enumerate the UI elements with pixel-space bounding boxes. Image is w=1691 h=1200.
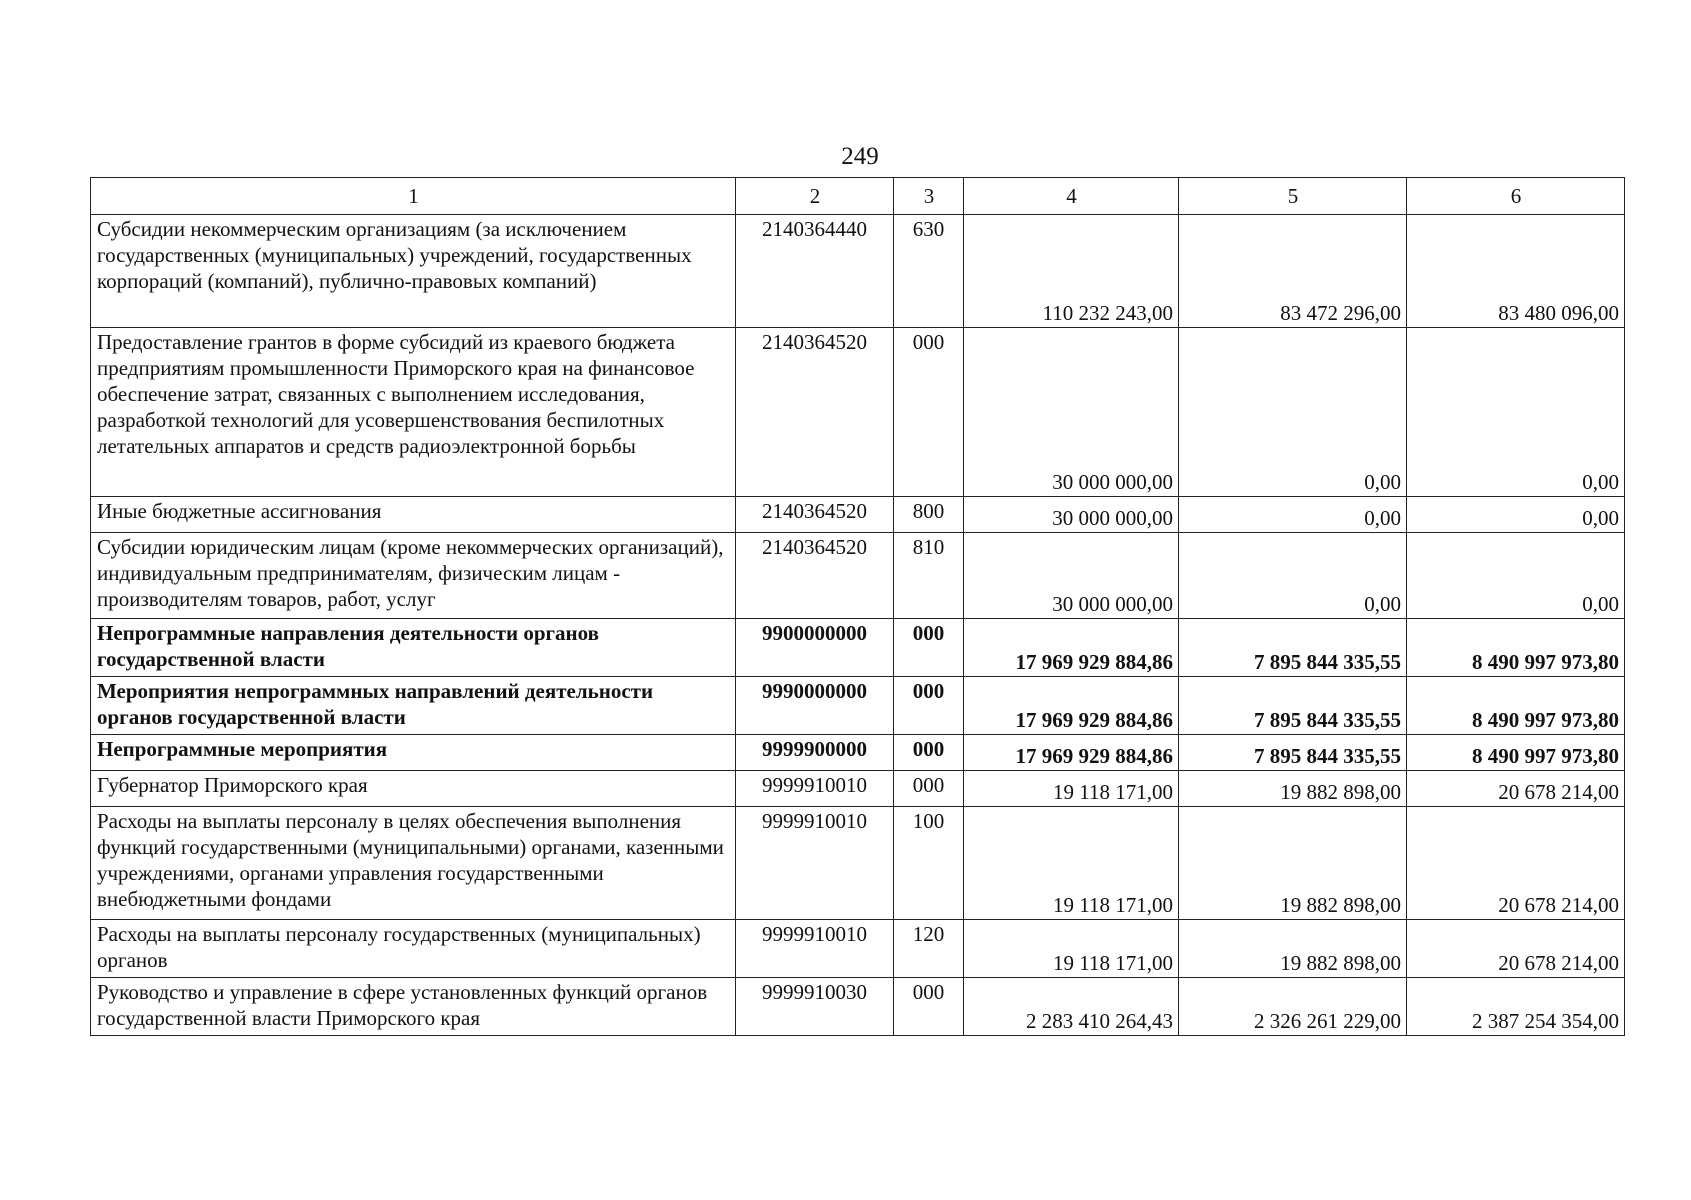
row-code: 2140364520 — [736, 328, 894, 497]
row-code: 2140364440 — [736, 215, 894, 328]
row-expense-type: 000 — [894, 735, 964, 771]
budget-table — [90, 177, 1625, 1036]
row-name: Иные бюджетные ассигнования — [91, 497, 736, 533]
row-value-col6: 20 678 214,00 — [1407, 920, 1625, 978]
row-value-col5: 19 882 898,00 — [1179, 771, 1407, 807]
row-value-col5: 83 472 296,00 — [1179, 215, 1407, 328]
row-expense-type: 810 — [894, 533, 964, 619]
row-value-col6: 20 678 214,00 — [1407, 807, 1625, 920]
row-value-col4: 19 118 171,00 — [964, 807, 1179, 920]
row-name: Расходы на выплаты персоналу в целях обеспечения выполнения функций государственными (муниципальными) органами, казенными учреждениями, органами управления государственными внебюджетными фондами — [91, 807, 736, 920]
row-value-col6: 20 678 214,00 — [1407, 771, 1625, 807]
table-row — [91, 497, 1625, 533]
row-value-col4: 110 232 243,00 — [964, 215, 1179, 328]
row-name: Мероприятия непрограммных направлений деятельности органов государственной власти — [91, 677, 736, 735]
table-row — [91, 735, 1625, 771]
row-value-col6: 2 387 254 354,00 — [1407, 978, 1625, 1036]
row-value-col4: 30 000 000,00 — [964, 533, 1179, 619]
table-row — [91, 677, 1625, 735]
row-value-col4: 17 969 929 884,86 — [964, 619, 1179, 677]
row-value-col5: 2 326 261 229,00 — [1179, 978, 1407, 1036]
row-value-col6: 83 480 096,00 — [1407, 215, 1625, 328]
row-name: Предоставление грантов в форме субсидий из краевого бюджета предприятиям промышленности Приморского края на финансовое обеспечение затрат, связанных с выполнением исследования, разработкой технологий для усовершенствования беспилотных летательных аппаратов и средств радиоэлектронной борьбы — [91, 328, 736, 497]
table-row — [91, 978, 1625, 1036]
table-row — [91, 920, 1625, 978]
row-code: 9999910010 — [736, 771, 894, 807]
row-name: Непрограммные мероприятия — [91, 735, 736, 771]
row-value-col6: 8 490 997 973,80 — [1407, 677, 1625, 735]
row-value-col5: 7 895 844 335,55 — [1179, 677, 1407, 735]
row-expense-type: 000 — [894, 978, 964, 1036]
row-value-col6: 8 490 997 973,80 — [1407, 735, 1625, 771]
table-row — [91, 328, 1625, 497]
row-expense-type: 120 — [894, 920, 964, 978]
row-name: Субсидии юридическим лицам (кроме некоммерческих организаций), индивидуальным предпринимателям, физическим лицам - производителям товаров, работ, услуг — [91, 533, 736, 619]
row-code: 9999910010 — [736, 807, 894, 920]
table-row — [91, 771, 1625, 807]
row-name: Непрограммные направления деятельности органов государственной власти — [91, 619, 736, 677]
row-name: Субсидии некоммерческим организациям (за исключением государственных (муниципальных) учреждений, государственных корпораций (компаний), публично-правовых компаний) — [91, 215, 736, 328]
table-row — [91, 807, 1625, 920]
row-expense-type: 800 — [894, 497, 964, 533]
row-value-col5: 7 895 844 335,55 — [1179, 735, 1407, 771]
row-code: 9900000000 — [736, 619, 894, 677]
row-value-col5: 0,00 — [1179, 533, 1407, 619]
table-header-row — [91, 178, 1625, 215]
row-value-col4: 30 000 000,00 — [964, 497, 1179, 533]
row-expense-type: 000 — [894, 771, 964, 807]
row-value-col5: 19 882 898,00 — [1179, 807, 1407, 920]
page-number: 249 — [841, 143, 879, 170]
column-header: 6 — [1407, 178, 1625, 215]
row-value-col5: 19 882 898,00 — [1179, 920, 1407, 978]
row-value-col4: 17 969 929 884,86 — [964, 735, 1179, 771]
row-code: 2140364520 — [736, 533, 894, 619]
row-value-col5: 7 895 844 335,55 — [1179, 619, 1407, 677]
table-row — [91, 215, 1625, 328]
column-header: 1 — [91, 178, 736, 215]
row-expense-type: 100 — [894, 807, 964, 920]
row-name: Руководство и управление в сфере установленных функций органов государственной власти Приморского края — [91, 978, 736, 1036]
row-expense-type: 630 — [894, 215, 964, 328]
row-value-col5: 0,00 — [1179, 328, 1407, 497]
column-header: 3 — [894, 178, 964, 215]
row-code: 9999910030 — [736, 978, 894, 1036]
table-row — [91, 533, 1625, 619]
row-value-col4: 2 283 410 264,43 — [964, 978, 1179, 1036]
row-value-col4: 19 118 171,00 — [964, 771, 1179, 807]
row-value-col4: 17 969 929 884,86 — [964, 677, 1179, 735]
row-name: Расходы на выплаты персоналу государственных (муниципальных) органов — [91, 920, 736, 978]
row-value-col6: 0,00 — [1407, 497, 1625, 533]
row-value-col6: 8 490 997 973,80 — [1407, 619, 1625, 677]
row-value-col5: 0,00 — [1179, 497, 1407, 533]
column-header: 5 — [1179, 178, 1407, 215]
row-code: 9999910010 — [736, 920, 894, 978]
row-value-col4: 30 000 000,00 — [964, 328, 1179, 497]
row-name: Губернатор Приморского края — [91, 771, 736, 807]
row-code: 2140364520 — [736, 497, 894, 533]
row-expense-type: 000 — [894, 328, 964, 497]
row-value-col6: 0,00 — [1407, 328, 1625, 497]
column-header: 4 — [964, 178, 1179, 215]
column-header: 2 — [736, 178, 894, 215]
row-code: 9990000000 — [736, 677, 894, 735]
row-value-col4: 19 118 171,00 — [964, 920, 1179, 978]
row-expense-type: 000 — [894, 619, 964, 677]
table-row — [91, 619, 1625, 677]
row-value-col6: 0,00 — [1407, 533, 1625, 619]
row-expense-type: 000 — [894, 677, 964, 735]
row-code: 9999900000 — [736, 735, 894, 771]
